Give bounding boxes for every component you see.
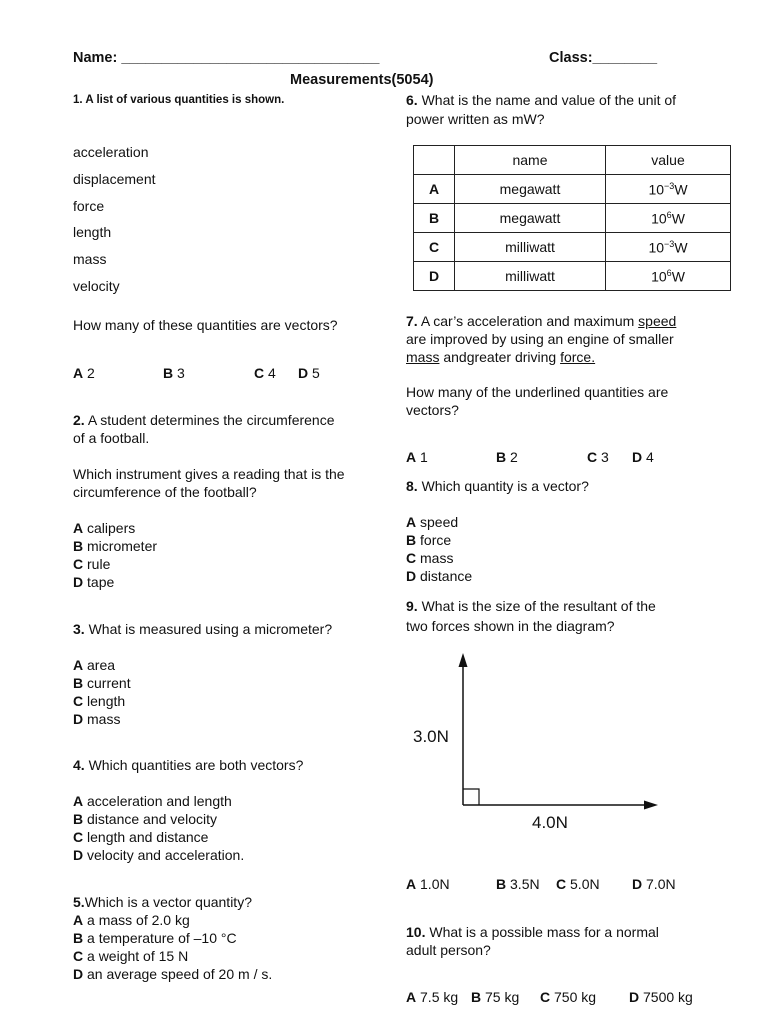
table-row: C milliwatt $10^{-3}W$ [414,233,731,262]
q1-number: 1. [73,94,83,106]
q10-option-c: C 750 kg [540,989,597,1005]
q5-option-b: B a temperature of –10 °C [73,930,237,946]
q4-option-b: B distance and velocity [73,811,217,827]
q2-options [73,519,157,591]
list-item: force [73,197,105,214]
class-field-label: Class:________ [549,50,658,66]
q5-option-d: D an average speed of 20 m / s. [73,966,273,982]
q1-prompt [73,94,284,106]
q8-prompt: 8. Which quantity is a vector? [406,478,589,494]
q8-options [406,513,472,585]
horizontal-force-label: 4.0N [532,813,568,832]
q4-option-a: A acceleration and length [73,793,232,809]
q1-option-b: B 3 [163,365,185,381]
q3-options [73,656,131,728]
q9-option-a: A 1.0N [406,876,450,892]
vertical-arrowhead [459,653,468,667]
q2-option-a: A calipers [73,520,136,536]
q5-option-a: A a mass of 2.0 kg [73,912,190,928]
table-row: D milliwatt $10^6W$ [414,262,731,291]
q1-option-d: D 5 [298,365,320,381]
q8-option-c: C mass [406,550,454,566]
horizontal-arrowhead [644,801,658,810]
list-item: length [73,224,112,241]
q8-option-b: B force [406,532,452,548]
q10-option-d: D 7500 kg [629,989,693,1005]
table-header-row: name value [414,146,731,175]
q10-prompt: 10. What is a possible mass for a normal adult person? [406,924,659,958]
right-angle-mark [463,789,479,805]
q1-quantity-list [73,139,156,300]
q8-option-a: A speed [406,514,459,530]
q1-question: How many of these quantities are vectors? [73,317,338,333]
q5-option-c: C a weight of 15 N [73,948,189,964]
q6-prompt: 6. What is the name and value of the unit of power written as mW? [406,92,677,127]
q5-block [73,893,272,983]
q2-option-d: D tape [73,574,115,590]
q3-prompt: 3. What is measured using a micrometer? [73,621,333,637]
q4-option-c: C length and distance [73,829,209,845]
q1-option-a: A 2 [73,365,95,381]
q9-option-d: D 7.0N [632,876,676,892]
q9-option-b: B 3.5N [496,876,540,892]
q7-option-c: C 3 [587,449,609,465]
q2-option-c: C rule [73,556,111,572]
q1-text: A list of various quantities is shown. [85,94,285,106]
q7-option-d: D 4 [632,449,654,465]
q3-option-d: D mass [73,711,121,727]
list-item: velocity [73,277,120,294]
q10-option-b: B 75 kg [471,989,520,1005]
list-item: acceleration [73,144,149,160]
table-row: A megawatt $10^{-3}W$ [414,175,731,204]
q5-prompt: 5.Which is a vector quantity? [73,894,252,910]
vertical-force-label: 3.0N [413,727,449,746]
page-title: Measurements(5054) [290,72,434,88]
q8-option-d: D distance [406,568,473,584]
name-field-label: Name: ________________________________ [73,50,380,66]
q7-question: How many of the underlined quantities are vectors? [406,384,669,418]
q2-prompt: 2. A student determines the circumference of a football. [73,412,335,446]
q3-option-c: C length [73,693,126,709]
q9-prompt: 9. What is the size of the resultant of the two forces shown in the diagram? [406,598,656,634]
q3-option-a: A area [73,657,116,673]
table-row: B megawatt $10^6W$ [414,204,731,233]
q2-option-b: B micrometer [73,538,158,554]
q4-option-d: D velocity and acceleration. [73,847,245,863]
q4-options [73,792,244,864]
q6-unit-table [413,145,731,291]
q7-option-b: B 2 [496,449,518,465]
list-item: displacement [73,170,156,187]
q7-option-a: A 1 [406,449,428,465]
q3-option-b: B current [73,675,131,691]
q2-question: Which instrument gives a reading that is the circumference of the football? [73,466,345,500]
q9-option-c: C 5.0N [556,876,600,892]
list-item: mass [73,251,107,268]
q10-option-a: A 7.5 kg [406,989,459,1005]
q4-prompt: 4. Which quantities are both vectors? [73,757,304,773]
q1-option-c: C 4 [254,365,276,381]
q7-prompt: 7. A car’s acceleration and maximum speed are improved by using an engine of smaller mass andgreater driving force. [406,313,677,365]
